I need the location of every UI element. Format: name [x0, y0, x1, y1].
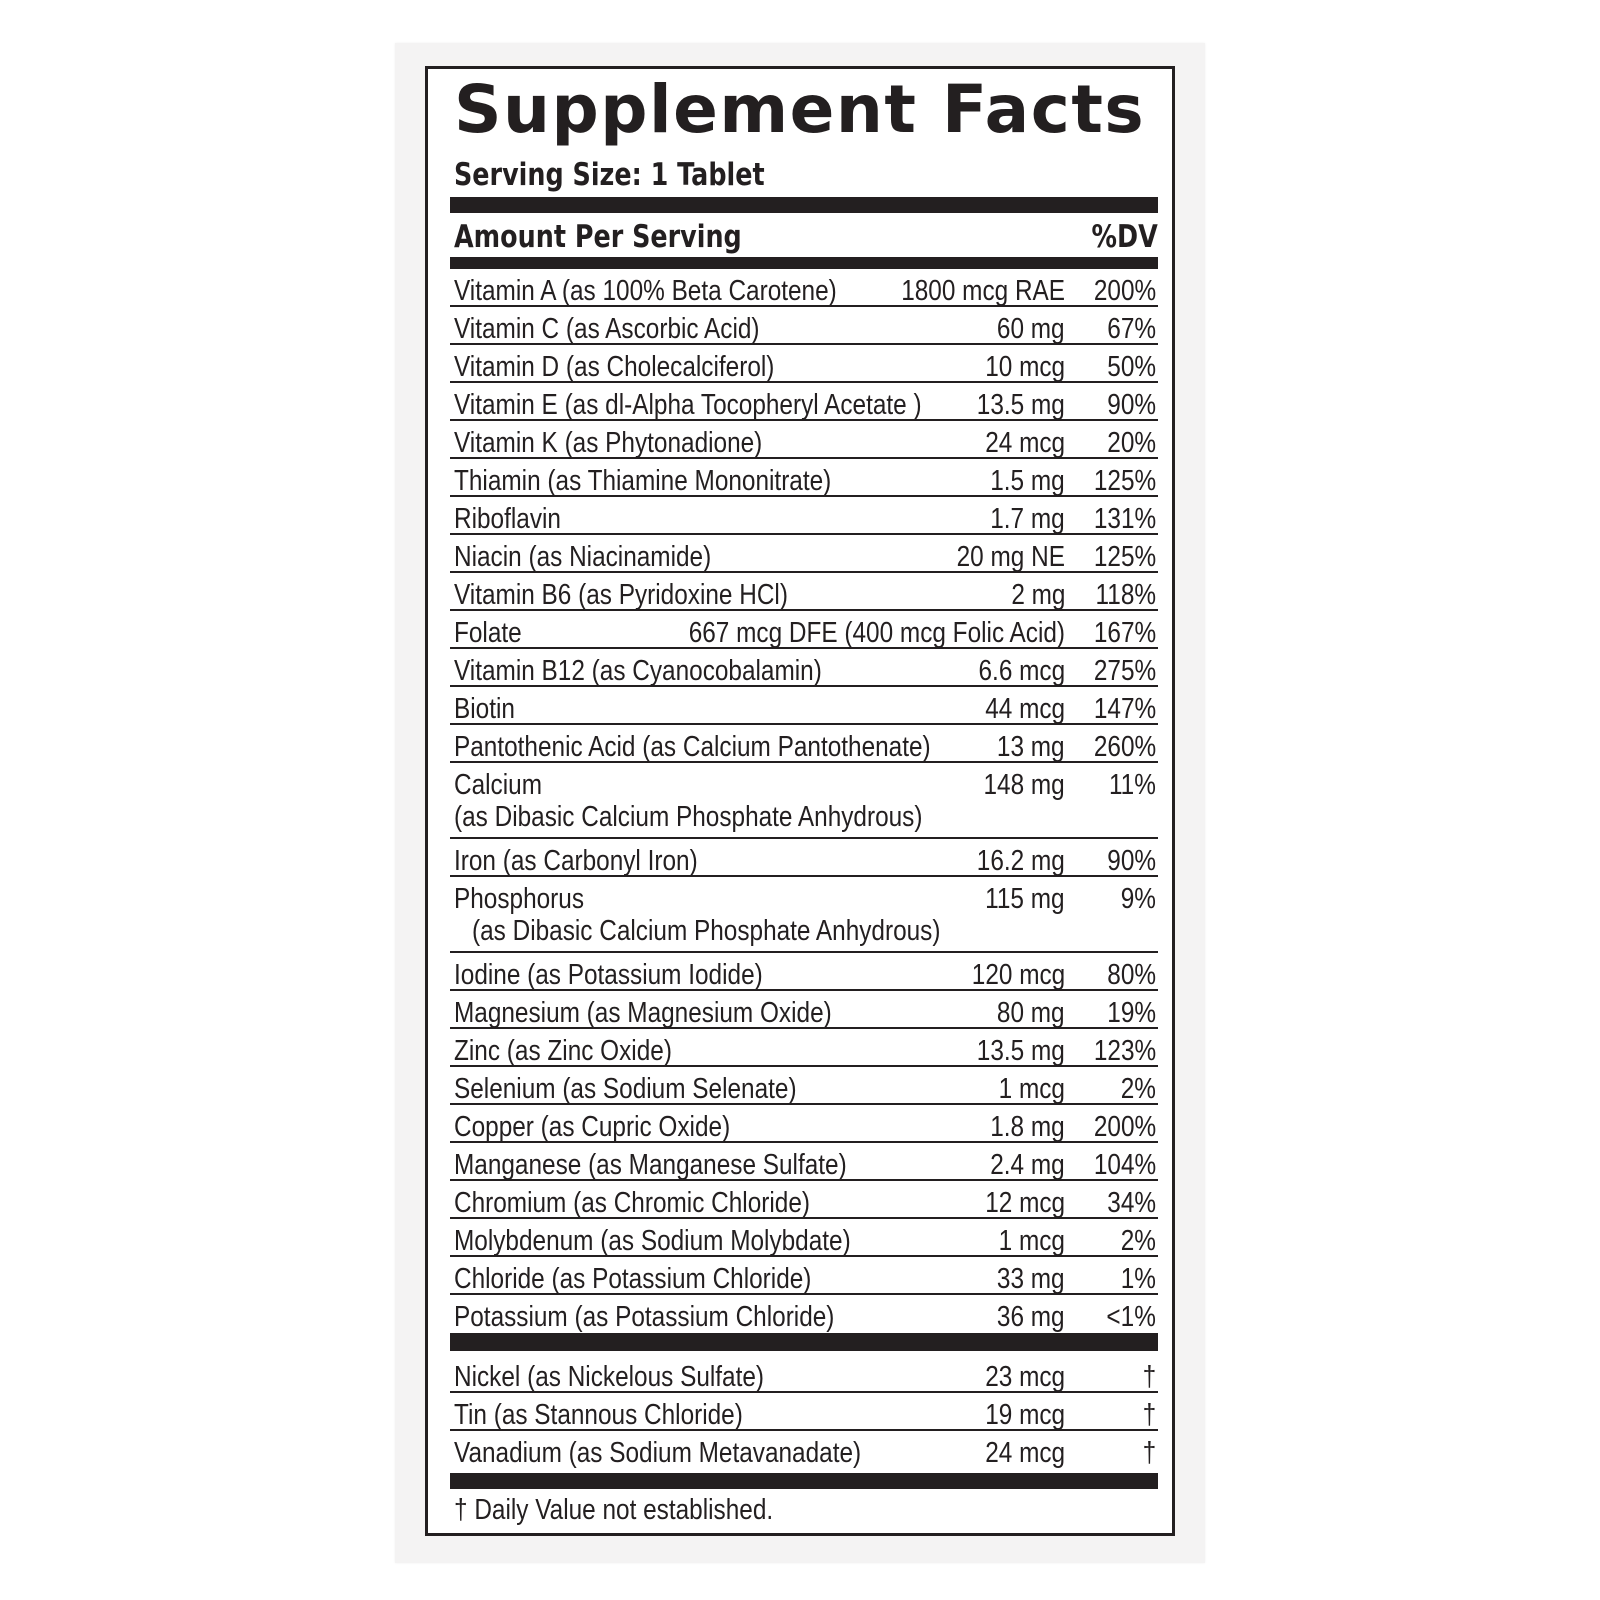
nutrient-amount: 13.5 mg	[976, 389, 1065, 421]
nutrient-dv: 9%	[1120, 883, 1156, 915]
footnote: † Daily Value not established.	[454, 1494, 774, 1526]
table-row	[450, 611, 1158, 649]
nutrient-dv: 50%	[1107, 351, 1156, 383]
nutrient-amount: 13 mg	[997, 731, 1065, 763]
nutrient-name: Niacin (as Niacinamide)	[454, 541, 712, 573]
nutrient-amount: 20 mg NE	[956, 541, 1065, 573]
thick-divider-bottom	[450, 1473, 1158, 1489]
nutrient-name: Vitamin B6 (as Pyridoxine HCl)	[454, 579, 788, 611]
nutrient-amount: 44 mcg	[985, 693, 1065, 725]
nutrient-name: Potassium (as Potassium Chloride)	[454, 1301, 835, 1333]
nutrient-dv: <1%	[1106, 1301, 1156, 1333]
nutrient-name: Vitamin E (as dl-Alpha Tocopheryl Acetate )	[454, 389, 922, 421]
table-row	[450, 1295, 1158, 1333]
nutrient-amount: 24 mcg	[985, 1437, 1065, 1469]
thick-divider-header	[450, 257, 1158, 269]
table-row	[450, 1105, 1158, 1143]
nutrient-name: Nickel (as Nickelous Sulfate)	[454, 1361, 765, 1393]
amount-per-serving-header: Amount Per Serving	[454, 219, 742, 255]
nutrient-dv: 123%	[1093, 1035, 1156, 1067]
nutrient-dv: 20%	[1107, 427, 1156, 459]
nutrient-name: Vitamin D (as Cholecalciferol)	[454, 351, 775, 383]
table-row	[450, 269, 1158, 307]
nutrient-name: Riboflavin	[454, 503, 561, 535]
table-row	[450, 839, 1158, 877]
nutrient-name: Biotin	[454, 693, 515, 725]
nutrient-amount: 2.4 mg	[990, 1149, 1065, 1181]
table-row	[450, 687, 1158, 725]
nutrient-amount: 148 mg	[983, 769, 1065, 801]
table-row	[450, 535, 1158, 573]
table-row	[450, 877, 1158, 953]
nutrient-source: (as Dibasic Calcium Phosphate Anhydrous)	[454, 801, 923, 833]
table-row	[450, 307, 1158, 345]
nutrient-dv: 19%	[1107, 997, 1156, 1029]
nutrient-name: Molybdenum (as Sodium Molybdate)	[454, 1225, 851, 1257]
nutrient-dv: 11%	[1109, 769, 1156, 801]
table-row	[450, 1257, 1158, 1295]
table-row	[450, 1181, 1158, 1219]
nutrient-amount: 13.5 mg	[976, 1035, 1065, 1067]
nutrient-amount: 19 mcg	[985, 1399, 1065, 1431]
nutrient-dv: 80%	[1107, 959, 1156, 991]
nutrient-amount: 1 mcg	[998, 1073, 1065, 1105]
nutrient-amount: 667 mcg DFE (400 mcg Folic Acid)	[688, 617, 1065, 649]
nutrient-name: Vitamin A (as 100% Beta Carotene)	[454, 275, 837, 307]
table-row	[450, 1029, 1158, 1067]
supplement-facts-panel	[425, 66, 1175, 1536]
nutrient-name: Chloride (as Potassium Chloride)	[454, 1263, 812, 1295]
nutrient-amount: 33 mg	[997, 1263, 1065, 1295]
nutrient-dv: 2%	[1120, 1073, 1156, 1105]
nutrient-dv: 90%	[1107, 845, 1156, 877]
table-row	[450, 763, 1158, 839]
nutrient-dv: 200%	[1093, 275, 1156, 307]
nutrient-amount: 16.2 mg	[976, 845, 1065, 877]
nutrient-amount: 120 mcg	[971, 959, 1065, 991]
table-row	[450, 1431, 1158, 1469]
table-row	[450, 1067, 1158, 1105]
table-row	[450, 497, 1158, 535]
nutrient-amount: 1.7 mg	[990, 503, 1065, 535]
nutrient-dv: 34%	[1107, 1187, 1156, 1219]
table-row	[450, 421, 1158, 459]
nutrient-name: Vitamin C (as Ascorbic Acid)	[454, 313, 760, 345]
thick-divider-middle	[450, 1333, 1158, 1351]
nutrient-dv: 125%	[1093, 541, 1156, 573]
nutrient-name: Thiamin (as Thiamine Mononitrate)	[454, 465, 832, 497]
nutrient-amount: 1.5 mg	[990, 465, 1065, 497]
table-row	[450, 991, 1158, 1029]
nutrient-table	[450, 269, 1158, 1493]
table-row	[450, 573, 1158, 611]
table-row	[450, 953, 1158, 991]
table-row	[450, 459, 1158, 497]
nutrient-dv: 200%	[1093, 1111, 1156, 1143]
table-row	[450, 1143, 1158, 1181]
nutrient-amount: 10 mcg	[985, 351, 1065, 383]
nutrient-amount: 1 mcg	[998, 1225, 1065, 1257]
amount-header-row	[450, 215, 1158, 259]
nutrient-name: Copper (as Cupric Oxide)	[454, 1111, 731, 1143]
nutrient-name: Phosphorus	[454, 883, 585, 915]
nutrient-amount: 115 mg	[985, 883, 1065, 915]
nutrient-name: Pantothenic Acid (as Calcium Pantothenate)	[454, 731, 931, 763]
nutrient-amount: 24 mcg	[985, 427, 1065, 459]
nutrient-dv: 90%	[1107, 389, 1156, 421]
nutrient-dv: 104%	[1093, 1149, 1156, 1181]
nutrient-name: Folate	[454, 617, 522, 649]
table-row	[450, 1393, 1158, 1431]
nutrient-dv: 67%	[1107, 313, 1156, 345]
nutrient-dv: 260%	[1093, 731, 1156, 763]
nutrient-dv: †	[1142, 1399, 1156, 1431]
nutrient-dv: 147%	[1093, 693, 1156, 725]
nutrient-name: Iodine (as Potassium Iodide)	[454, 959, 763, 991]
table-row	[450, 1219, 1158, 1257]
table-row	[450, 1355, 1158, 1393]
nutrient-name: Magnesium (as Magnesium Oxide)	[454, 997, 832, 1029]
nutrient-dv: †	[1142, 1361, 1156, 1393]
nutrient-dv: 275%	[1093, 655, 1156, 687]
nutrient-name: Vanadium (as Sodium Metavanadate)	[454, 1437, 862, 1469]
nutrient-dv: 2%	[1120, 1225, 1156, 1257]
nutrient-amount: 1.8 mg	[990, 1111, 1065, 1143]
nutrient-name: Calcium	[454, 769, 542, 801]
nutrient-dv: 131%	[1093, 503, 1156, 535]
nutrient-source: (as Dibasic Calcium Phosphate Anhydrous)	[472, 915, 941, 947]
nutrient-name: Zinc (as Zinc Oxide)	[454, 1035, 672, 1067]
nutrient-dv: 167%	[1093, 617, 1156, 649]
nutrient-amount: 6.6 mcg	[978, 655, 1065, 687]
nutrient-amount: 80 mg	[997, 997, 1065, 1029]
serving-size: Serving Size: 1 Tablet	[454, 157, 765, 193]
table-row	[450, 725, 1158, 763]
nutrient-name: Selenium (as Sodium Selenate)	[454, 1073, 797, 1105]
nutrient-amount: 12 mcg	[985, 1187, 1065, 1219]
nutrient-dv: 1%	[1120, 1263, 1156, 1295]
nutrient-amount: 36 mg	[997, 1301, 1065, 1333]
nutrient-name: Iron (as Carbonyl Iron)	[454, 845, 698, 877]
nutrient-name: Vitamin B12 (as Cyanocobalamin)	[454, 655, 822, 687]
nutrient-amount: 1800 mcg RAE	[901, 275, 1065, 307]
nutrient-dv: 118%	[1095, 579, 1156, 611]
dv-header: %DV	[1091, 219, 1158, 255]
table-row	[450, 383, 1158, 421]
table-row	[450, 345, 1158, 383]
nutrient-name: Tin (as Stannous Chloride)	[454, 1399, 743, 1431]
nutrient-name: Vitamin K (as Phytonadione)	[454, 427, 763, 459]
nutrient-dv: †	[1142, 1437, 1156, 1469]
nutrient-dv: 125%	[1093, 465, 1156, 497]
nutrient-amount: 23 mcg	[985, 1361, 1065, 1393]
nutrient-amount: 2 mg	[1010, 579, 1065, 611]
thick-divider-top	[450, 197, 1158, 213]
nutrient-amount: 60 mg	[997, 313, 1065, 345]
nutrient-name: Manganese (as Manganese Sulfate)	[454, 1149, 847, 1181]
nutrient-name: Chromium (as Chromic Chloride)	[454, 1187, 811, 1219]
panel-title: Supplement Facts	[454, 71, 1146, 148]
table-row	[450, 649, 1158, 687]
